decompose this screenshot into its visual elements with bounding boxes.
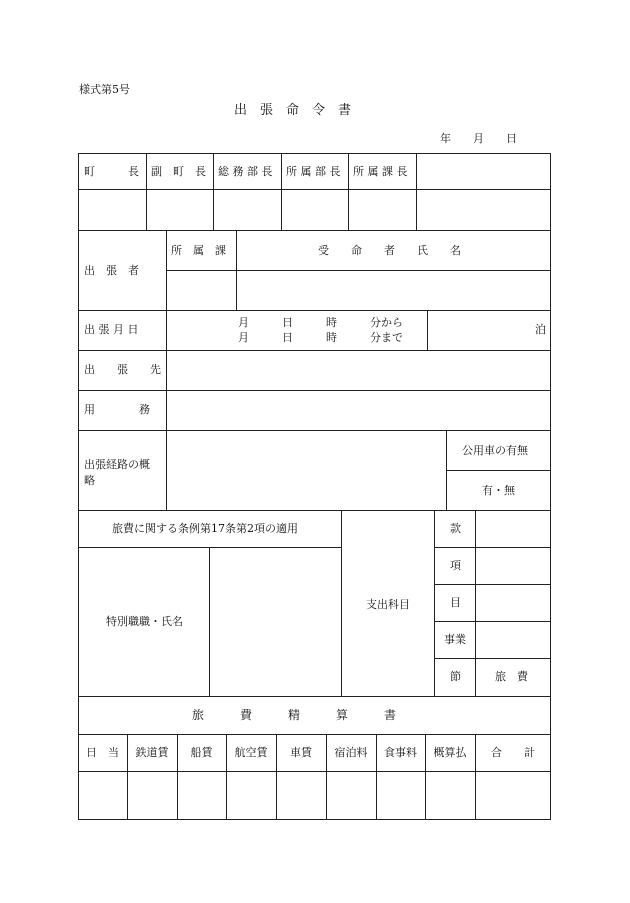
settlement-col-advance: 概算払 bbox=[433, 746, 467, 759]
car-value: 有・無 bbox=[482, 484, 515, 497]
approval-head-mayor: 町 長 bbox=[84, 165, 139, 178]
traveler-dept-label: 所 属 課 bbox=[171, 244, 226, 257]
traveler-label: 出 張 者 bbox=[84, 264, 139, 277]
budget-item-kou: 項 bbox=[450, 559, 461, 572]
dates-label: 出 張 月 日 bbox=[84, 323, 139, 336]
traveler-name-label: 受 命 者 氏 名 bbox=[318, 244, 461, 257]
date-line: 年 月 日 bbox=[440, 132, 517, 145]
budget-item-jigyou: 事業 bbox=[444, 633, 466, 646]
approval-head-dept: 所 属 部 長 bbox=[286, 165, 341, 178]
business-label: 用 務 bbox=[84, 403, 150, 416]
ordinance-label: 旅費に関する条例第17条第2項の適用 bbox=[112, 522, 298, 535]
route-label-1: 出張経路の概 bbox=[84, 458, 150, 471]
settlement-col-total: 合 計 bbox=[491, 746, 535, 759]
page-title: 出 張 命 令 書 bbox=[234, 103, 352, 118]
form-number: 様式第5号 bbox=[79, 83, 130, 96]
settlement-col-rail: 鉄道賃 bbox=[135, 746, 169, 759]
dates-to: 月 日 時 分まで bbox=[238, 331, 403, 344]
approval-head-deputy: 副 町 長 bbox=[151, 165, 206, 178]
settlement-title: 旅 費 精 算 書 bbox=[192, 708, 397, 722]
expense-label: 支出科目 bbox=[366, 598, 410, 611]
dates-nights: 泊 bbox=[535, 323, 546, 336]
travel-expense-label: 旅 費 bbox=[495, 670, 528, 683]
approval-head-section: 所 属 課 長 bbox=[353, 165, 408, 178]
settlement-col-lodging: 宿泊料 bbox=[334, 746, 368, 759]
settlement-col-car: 車賃 bbox=[290, 746, 312, 759]
budget-item-kan: 款 bbox=[450, 522, 461, 535]
approval-head-general-affairs: 総 務 部 長 bbox=[218, 165, 273, 178]
dates-from: 月 日 時 分から bbox=[238, 316, 403, 329]
route-label-2: 略 bbox=[84, 474, 95, 487]
special-label: 特別職職・氏名 bbox=[106, 615, 183, 628]
car-label: 公用車の有無 bbox=[462, 444, 528, 457]
budget-item-setsu: 節 bbox=[450, 670, 461, 683]
settlement-col-daily: 日 当 bbox=[86, 746, 119, 759]
settlement-col-ship: 船賃 bbox=[190, 746, 213, 759]
settlement-col-air: 航空賃 bbox=[234, 746, 268, 759]
destination-label: 出 張 先 bbox=[84, 363, 161, 376]
budget-item-moku: 目 bbox=[450, 596, 461, 609]
settlement-col-meal: 食事料 bbox=[384, 746, 417, 759]
